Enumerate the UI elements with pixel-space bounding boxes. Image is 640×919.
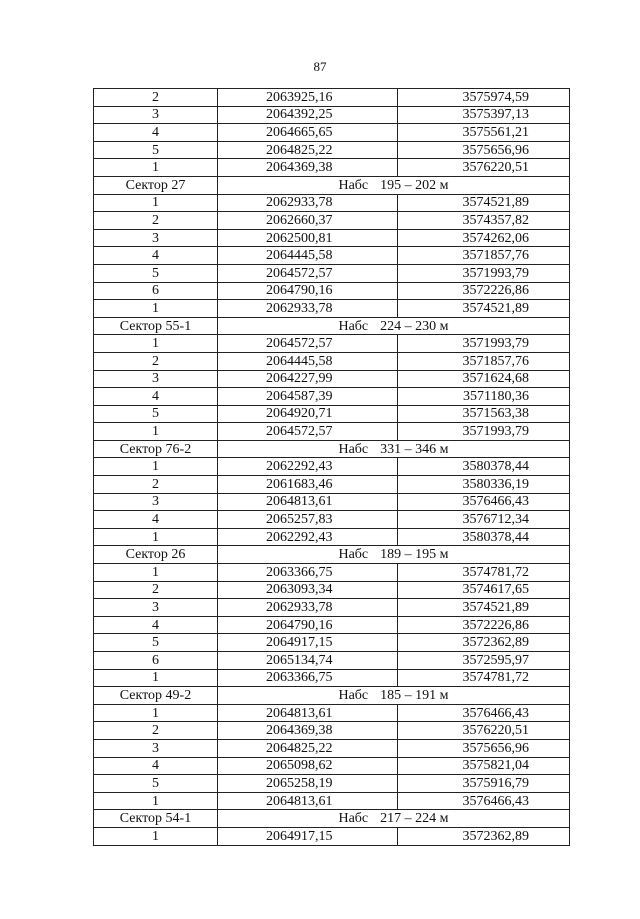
point-number: 1 bbox=[94, 335, 218, 353]
sector-header-row bbox=[94, 440, 570, 458]
sector-elevation bbox=[217, 440, 569, 458]
table-row bbox=[94, 212, 570, 230]
coord-x: 2064790,16 bbox=[217, 282, 397, 300]
sector-header-row bbox=[94, 687, 570, 705]
coord-y: 3571624,68 bbox=[397, 370, 569, 388]
table-row bbox=[94, 739, 570, 757]
coord-x: 2064445,58 bbox=[217, 247, 397, 265]
point-number: 5 bbox=[94, 264, 218, 282]
point-number: 2 bbox=[94, 581, 218, 599]
coord-x: 2064813,61 bbox=[217, 704, 397, 722]
coord-y: 3575916,79 bbox=[397, 775, 569, 793]
table-row bbox=[94, 89, 570, 107]
table-row bbox=[94, 493, 570, 511]
coord-y: 3572595,97 bbox=[397, 652, 569, 670]
point-number: 1 bbox=[94, 423, 218, 441]
sector-header-row bbox=[94, 176, 570, 194]
coord-y: 3571857,76 bbox=[397, 247, 569, 265]
point-number: 5 bbox=[94, 634, 218, 652]
sector-name: Сектор 54-1 bbox=[94, 810, 218, 828]
table-row bbox=[94, 757, 570, 775]
sector-elevation bbox=[217, 176, 569, 194]
table-row bbox=[94, 388, 570, 406]
coord-x: 2064369,38 bbox=[217, 159, 397, 177]
coord-y: 3575656,96 bbox=[397, 141, 569, 159]
table-row bbox=[94, 511, 570, 529]
point-number: 6 bbox=[94, 652, 218, 670]
point-number: 1 bbox=[94, 669, 218, 687]
table-row bbox=[94, 423, 570, 441]
point-number: 1 bbox=[94, 159, 218, 177]
point-number: 2 bbox=[94, 212, 218, 230]
coord-x: 2064572,57 bbox=[217, 423, 397, 441]
point-number: 2 bbox=[94, 89, 218, 107]
coord-x: 2064392,25 bbox=[217, 106, 397, 124]
coord-y: 3574357,82 bbox=[397, 212, 569, 230]
point-number: 4 bbox=[94, 388, 218, 406]
point-number: 1 bbox=[94, 300, 218, 318]
coord-x: 2065134,74 bbox=[217, 652, 397, 670]
coord-y: 3574521,89 bbox=[397, 300, 569, 318]
coord-y: 3571993,79 bbox=[397, 423, 569, 441]
coord-x: 2065257,83 bbox=[217, 511, 397, 529]
sector-name: Сектор 26 bbox=[94, 546, 218, 564]
point-number: 4 bbox=[94, 247, 218, 265]
coord-x: 2064572,57 bbox=[217, 264, 397, 282]
coord-y: 3574521,89 bbox=[397, 194, 569, 212]
coord-y: 3576220,51 bbox=[397, 722, 569, 740]
table-row bbox=[94, 264, 570, 282]
table-row bbox=[94, 124, 570, 142]
table-row bbox=[94, 775, 570, 793]
coord-y: 3574521,89 bbox=[397, 599, 569, 617]
elevation-label: Набс bbox=[338, 318, 369, 334]
sector-elevation bbox=[217, 546, 569, 564]
table-row bbox=[94, 458, 570, 476]
point-number: 2 bbox=[94, 352, 218, 370]
coord-x: 2062660,37 bbox=[217, 212, 397, 230]
table-row bbox=[94, 370, 570, 388]
coord-y: 3572362,89 bbox=[397, 827, 569, 845]
coord-x: 2064825,22 bbox=[217, 739, 397, 757]
coord-x: 2064917,15 bbox=[217, 827, 397, 845]
table-row bbox=[94, 141, 570, 159]
elevation-label: Набс bbox=[338, 547, 369, 563]
table-row bbox=[94, 405, 570, 423]
coord-x: 2064445,58 bbox=[217, 352, 397, 370]
point-number: 3 bbox=[94, 599, 218, 617]
coord-y: 3580378,44 bbox=[397, 458, 569, 476]
coord-x: 2063366,75 bbox=[217, 669, 397, 687]
table-row bbox=[94, 564, 570, 582]
coord-x: 2062292,43 bbox=[217, 458, 397, 476]
point-number: 3 bbox=[94, 493, 218, 511]
coord-y: 3571993,79 bbox=[397, 264, 569, 282]
elevation-range: 217 – 224 м bbox=[380, 811, 449, 827]
table-row bbox=[94, 476, 570, 494]
coord-x: 2064369,38 bbox=[217, 722, 397, 740]
elevation-range: 189 – 195 м bbox=[380, 547, 449, 563]
point-number: 5 bbox=[94, 775, 218, 793]
coord-y: 3574781,72 bbox=[397, 564, 569, 582]
coord-x: 2063093,34 bbox=[217, 581, 397, 599]
coord-y: 3571563,38 bbox=[397, 405, 569, 423]
coord-x: 2062292,43 bbox=[217, 528, 397, 546]
coord-x: 2065258,19 bbox=[217, 775, 397, 793]
coord-x: 2064227,99 bbox=[217, 370, 397, 388]
sector-elevation bbox=[217, 317, 569, 335]
coord-y: 3571993,79 bbox=[397, 335, 569, 353]
coord-y: 3574781,72 bbox=[397, 669, 569, 687]
table-row bbox=[94, 616, 570, 634]
page-number: 87 bbox=[313, 59, 327, 74]
table-row bbox=[94, 634, 570, 652]
coord-y: 3575561,21 bbox=[397, 124, 569, 142]
table-row bbox=[94, 792, 570, 810]
elevation-range: 331 – 346 м bbox=[380, 441, 449, 457]
coordinates-table bbox=[93, 88, 570, 846]
table-row bbox=[94, 159, 570, 177]
point-number: 1 bbox=[94, 564, 218, 582]
table-row bbox=[94, 704, 570, 722]
coord-y: 3572362,89 bbox=[397, 634, 569, 652]
coord-y: 3575397,13 bbox=[397, 106, 569, 124]
coord-x: 2062933,78 bbox=[217, 300, 397, 318]
coord-x: 2064790,16 bbox=[217, 616, 397, 634]
table-row bbox=[94, 827, 570, 845]
point-number: 4 bbox=[94, 616, 218, 634]
elevation-label: Набс bbox=[338, 811, 369, 827]
coord-x: 2064813,61 bbox=[217, 493, 397, 511]
coord-y: 3571180,36 bbox=[397, 388, 569, 406]
point-number: 1 bbox=[94, 827, 218, 845]
coord-y: 3575974,59 bbox=[397, 89, 569, 107]
point-number: 3 bbox=[94, 106, 218, 124]
coord-y: 3575821,04 bbox=[397, 757, 569, 775]
coord-x: 2062933,78 bbox=[217, 194, 397, 212]
table-row bbox=[94, 282, 570, 300]
point-number: 2 bbox=[94, 476, 218, 494]
sector-name: Сектор 27 bbox=[94, 176, 218, 194]
coord-y: 3576466,43 bbox=[397, 493, 569, 511]
coord-x: 2062933,78 bbox=[217, 599, 397, 617]
elevation-range: 185 – 191 м bbox=[380, 687, 449, 703]
coord-x: 2064825,22 bbox=[217, 141, 397, 159]
coord-x: 2065098,62 bbox=[217, 757, 397, 775]
sector-header-row bbox=[94, 810, 570, 828]
point-number: 5 bbox=[94, 405, 218, 423]
elevation-range: 195 – 202 м bbox=[380, 177, 449, 193]
elevation-range: 224 – 230 м bbox=[380, 318, 449, 334]
point-number: 2 bbox=[94, 722, 218, 740]
table-row bbox=[94, 352, 570, 370]
coord-x: 2064917,15 bbox=[217, 634, 397, 652]
elevation-label: Набс bbox=[338, 441, 369, 457]
coord-x: 2064587,39 bbox=[217, 388, 397, 406]
point-number: 3 bbox=[94, 370, 218, 388]
table-row bbox=[94, 194, 570, 212]
table-row bbox=[94, 581, 570, 599]
sector-header-row bbox=[94, 317, 570, 335]
coord-x: 2062500,81 bbox=[217, 229, 397, 247]
coord-x: 2064920,71 bbox=[217, 405, 397, 423]
point-number: 3 bbox=[94, 229, 218, 247]
coord-y: 3572226,86 bbox=[397, 282, 569, 300]
point-number: 4 bbox=[94, 511, 218, 529]
coord-x: 2064813,61 bbox=[217, 792, 397, 810]
point-number: 1 bbox=[94, 792, 218, 810]
sector-name: Сектор 76-2 bbox=[94, 440, 218, 458]
elevation-label: Набс bbox=[338, 687, 369, 703]
coord-y: 3571857,76 bbox=[397, 352, 569, 370]
coord-y: 3580378,44 bbox=[397, 528, 569, 546]
coord-y: 3572226,86 bbox=[397, 616, 569, 634]
table-row bbox=[94, 247, 570, 265]
point-number: 4 bbox=[94, 757, 218, 775]
coord-y: 3576466,43 bbox=[397, 792, 569, 810]
table-row bbox=[94, 300, 570, 318]
coord-x: 2063366,75 bbox=[217, 564, 397, 582]
coord-y: 3580336,19 bbox=[397, 476, 569, 494]
coord-y: 3576466,43 bbox=[397, 704, 569, 722]
coord-x: 2061683,46 bbox=[217, 476, 397, 494]
table-row bbox=[94, 652, 570, 670]
table-row bbox=[94, 599, 570, 617]
sector-elevation bbox=[217, 810, 569, 828]
point-number: 3 bbox=[94, 739, 218, 757]
coord-y: 3574617,65 bbox=[397, 581, 569, 599]
sector-name: Сектор 49-2 bbox=[94, 687, 218, 705]
coord-x: 2064665,65 bbox=[217, 124, 397, 142]
table-row bbox=[94, 669, 570, 687]
table-row bbox=[94, 722, 570, 740]
point-number: 4 bbox=[94, 124, 218, 142]
point-number: 1 bbox=[94, 528, 218, 546]
coord-y: 3575656,96 bbox=[397, 739, 569, 757]
point-number: 1 bbox=[94, 704, 218, 722]
table-row bbox=[94, 528, 570, 546]
coord-y: 3576712,34 bbox=[397, 511, 569, 529]
table-row bbox=[94, 335, 570, 353]
sector-elevation bbox=[217, 687, 569, 705]
point-number: 1 bbox=[94, 194, 218, 212]
coord-x: 2064572,57 bbox=[217, 335, 397, 353]
point-number: 5 bbox=[94, 141, 218, 159]
point-number: 1 bbox=[94, 458, 218, 476]
sector-name: Сектор 55-1 bbox=[94, 317, 218, 335]
sector-header-row bbox=[94, 546, 570, 564]
table-row bbox=[94, 229, 570, 247]
elevation-label: Набс bbox=[338, 177, 369, 193]
coord-y: 3574262,06 bbox=[397, 229, 569, 247]
coord-y: 3576220,51 bbox=[397, 159, 569, 177]
point-number: 6 bbox=[94, 282, 218, 300]
coord-x: 2063925,16 bbox=[217, 89, 397, 107]
table-row bbox=[94, 106, 570, 124]
